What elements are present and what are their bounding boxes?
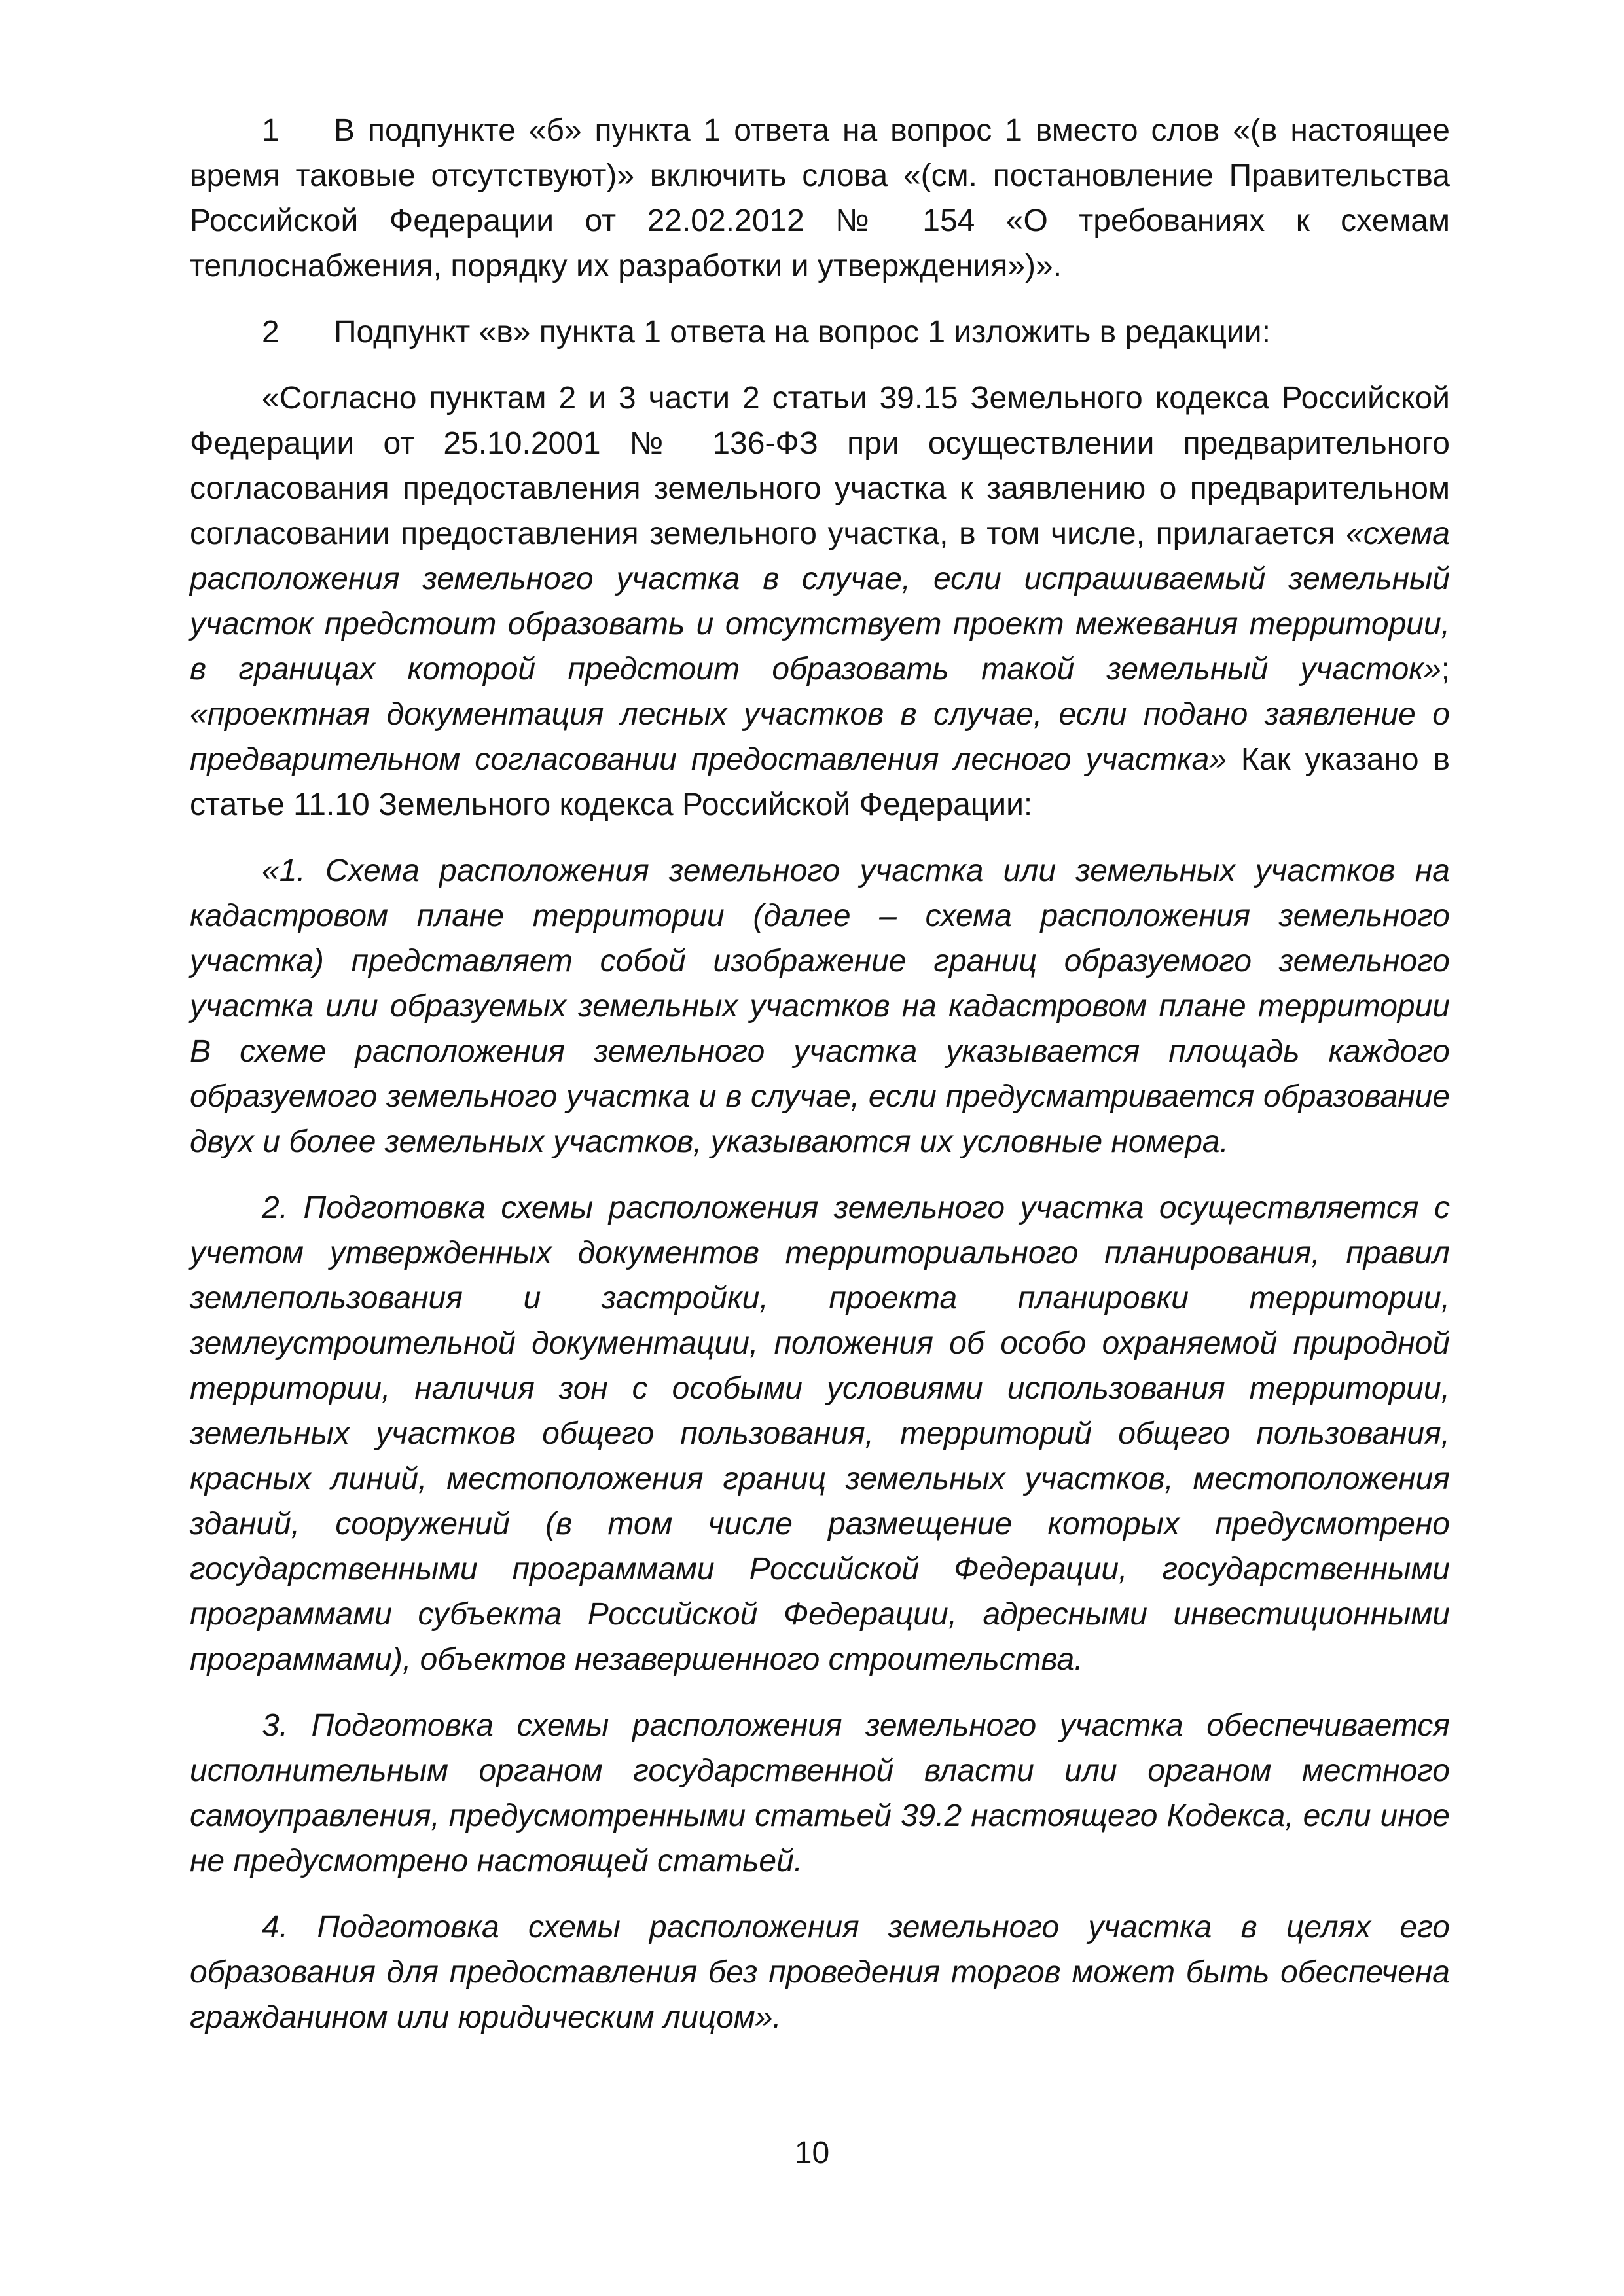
quote-intro-tail: Как указано в статье 11.10 Земельного кодекса Российской Федерации: (190, 742, 1450, 822)
article-point-2: 2. Подготовка схемы расположения земельного участка осуществляется с учетом утвержденных документов территориального планирования, правил землепользования и застройки, проекта планировки территории, землеустроительной документации, положения об особо охраняемой природной территории, наличия зон с особыми условиями использования территории, земельных участков общего пользования, территорий общего пользования, красных линий, местоположения границ земельных участков, местоположения зданий, сооружений (в том числе размещение которых предусмотрено государственными программами Российской Федерации, государственными программами субъекта Российской Федерации, адресными инвестиционными программами), объектов незавершенного строительства. (190, 1191, 1450, 1677)
amendment-number: 2 (262, 315, 280, 350)
amendment-paragraph-2 (190, 310, 1450, 355)
amendment-number: 1 (262, 113, 280, 148)
article-point-4: 4. Подготовка схемы расположения земельного участка в целях его образования для предоставления без проведения торгов может быть обеспечена гражданином или юридическим лицом». (190, 1910, 1450, 2035)
article-point-3: 3. Подготовка схемы расположения земельного участка обеспечивается исполнительным органом государственной власти или органом местного самоуправления, предусмотренными статьей 39.2 настоящего Кодекса, если иное не предусмотрено настоящей статьей. (190, 1708, 1450, 1878)
amendment-text: Подпункт «в» пункта 1 ответа на вопрос 1 изложить в редакции: (334, 315, 1271, 350)
document-body (190, 108, 1450, 2040)
amendment-paragraph-1 (190, 108, 1450, 289)
quote-intro-text: «Согласно пунктам 2 и 3 части 2 статьи 39.15 Земельного кодекса Российской Федерации от 25.10.2001 № 136-ФЗ при осуществлении предварительного согласования предоставления земельного участка к заявлению о предварительном согласовании предоставления земельного участка, в том числе, прилагается (190, 381, 1450, 551)
amendment-text: В подпункте «б» пункта 1 ответа на вопрос 1 вместо слов «(в настоящее время таковые отсутствуют)» включить слова «(см. постановление Правительства Российской Федерации от 22.02.2012 № 154 «О требованиях к схемам теплоснабжения, порядку их разработки и утверждения»)». (190, 113, 1450, 283)
quote-citation: «схема расположения земельного участка в случае, если испрашиваемый земельный участок предстоит образовать и отсутствует проект межевания территории, в границах которой предстоит образовать такой земельный участок» (190, 516, 1450, 687)
quote-citation: «проектная документация лесных участков в случае, если подано заявление о предварительном согласовании предоставления лесного участка» (190, 697, 1450, 777)
quote-separator: ; (1441, 652, 1450, 687)
article-point-1: «1. Схема расположения земельного участка или земельных участков на кадастровом плане территории (далее – схема расположения земельного участка) представляет собой изображение границ образуемого земельного участка или образуемых земельных участков на кадастровом плане территории В схеме расположения земельного участка указывается площадь каждого образуемого земельного участка и в случае, если предусматривается образование двух и более земельных участков, указываются их условные номера. (190, 853, 1450, 1159)
page-number: 10 (794, 2136, 830, 2170)
quote-intro-paragraph (190, 376, 1450, 827)
